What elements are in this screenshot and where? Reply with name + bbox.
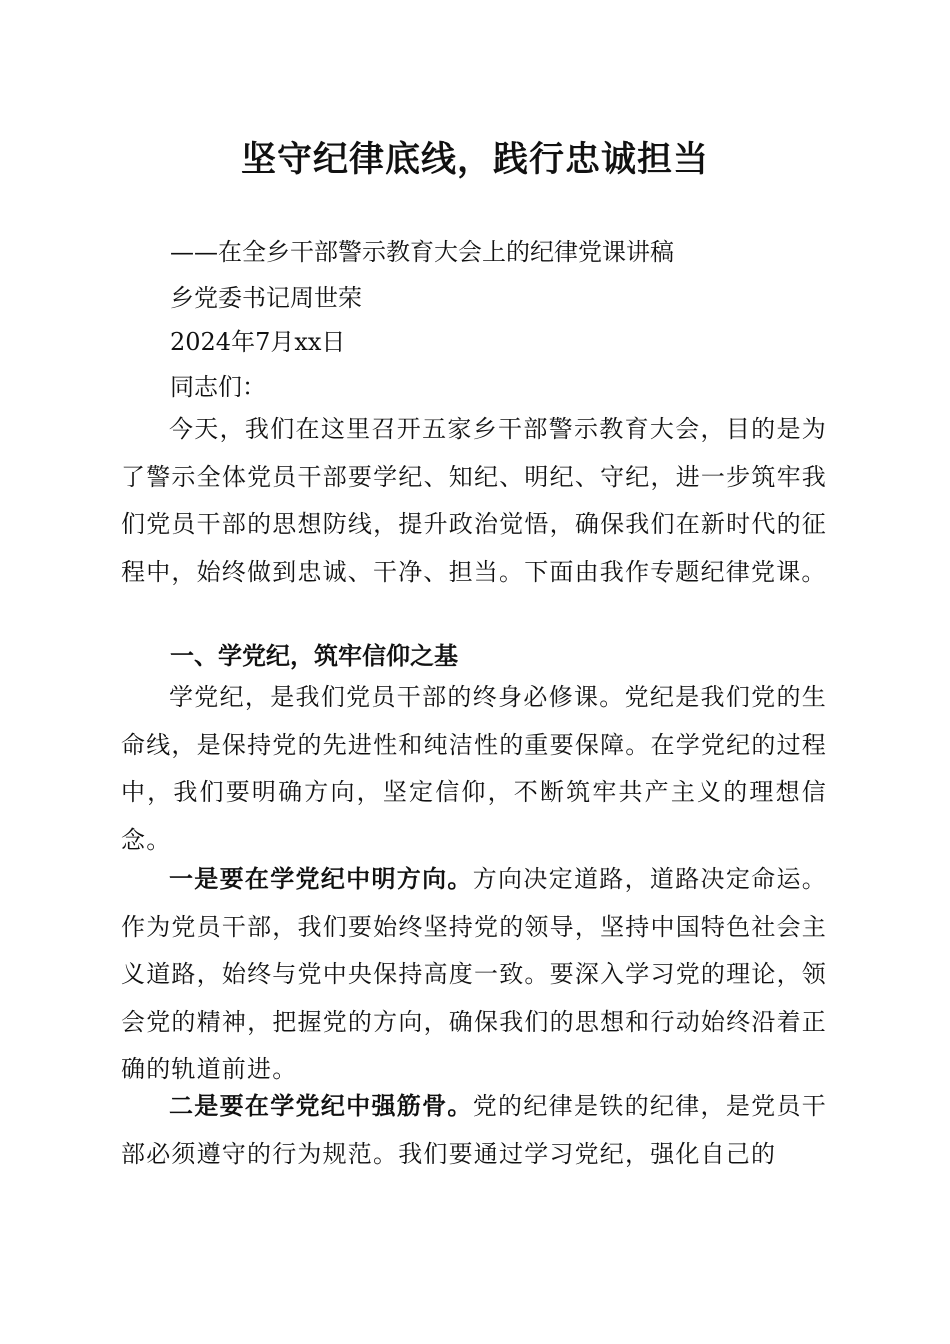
point1-body: 方向决定道路，道路决定命运。作为党员干部，我们要始终坚持党的领导，坚持中国特色社会主义道路，始终与党中央保持高度一致。要深入学习党的理论，领会党的精神，把握党的方向，确保我们的思想和行动始终沿着正确的轨道前进。 <box>121 865 827 1083</box>
point2-paragraph <box>121 1082 827 1178</box>
salutation: 同志们： <box>170 373 266 401</box>
point2-lead: 二是要在学党纪中强筋骨。 <box>169 1091 473 1120</box>
author-line: 乡党委书记周世荣 <box>170 284 362 312</box>
point1-paragraph <box>121 855 827 1094</box>
section1-paragraph: 学党纪，是我们党员干部的终身必修课。党纪是我们党的生命线，是保持党的先进性和纯洁性的重要保障。在学党纪的过程中，我们要明确方向，坚定信仰，不断筑牢共产主义的理想信念。 <box>121 683 827 854</box>
subtitle: ——在全乡干部警示教育大会上的纪律党课讲稿 <box>170 238 674 266</box>
date-line: 2024年7月xx日 <box>170 328 346 356</box>
point1-lead: 一是要在学党纪中明方向。 <box>169 864 473 893</box>
document-title: 坚守纪律底线，践行忠诚担当 <box>240 139 709 180</box>
intro-paragraph: 今天，我们在这里召开五家乡干部警示教育大会，目的是为了警示全体党员干部要学纪、知纪、明纪、守纪，进一步筑牢我们党员干部的思想防线，提升政治觉悟，确保我们在新时代的征程中，始终做到忠诚、干净、担当。下面由我作专题纪律党课。 <box>121 415 827 586</box>
section-heading-1: 一、学党纪，筑牢信仰之基 <box>170 641 458 670</box>
point2-body: 党的纪律是铁的纪律，是党员干部必须遵守的行为规范。我们要通过学习党纪，强化自己的 <box>121 1092 827 1168</box>
